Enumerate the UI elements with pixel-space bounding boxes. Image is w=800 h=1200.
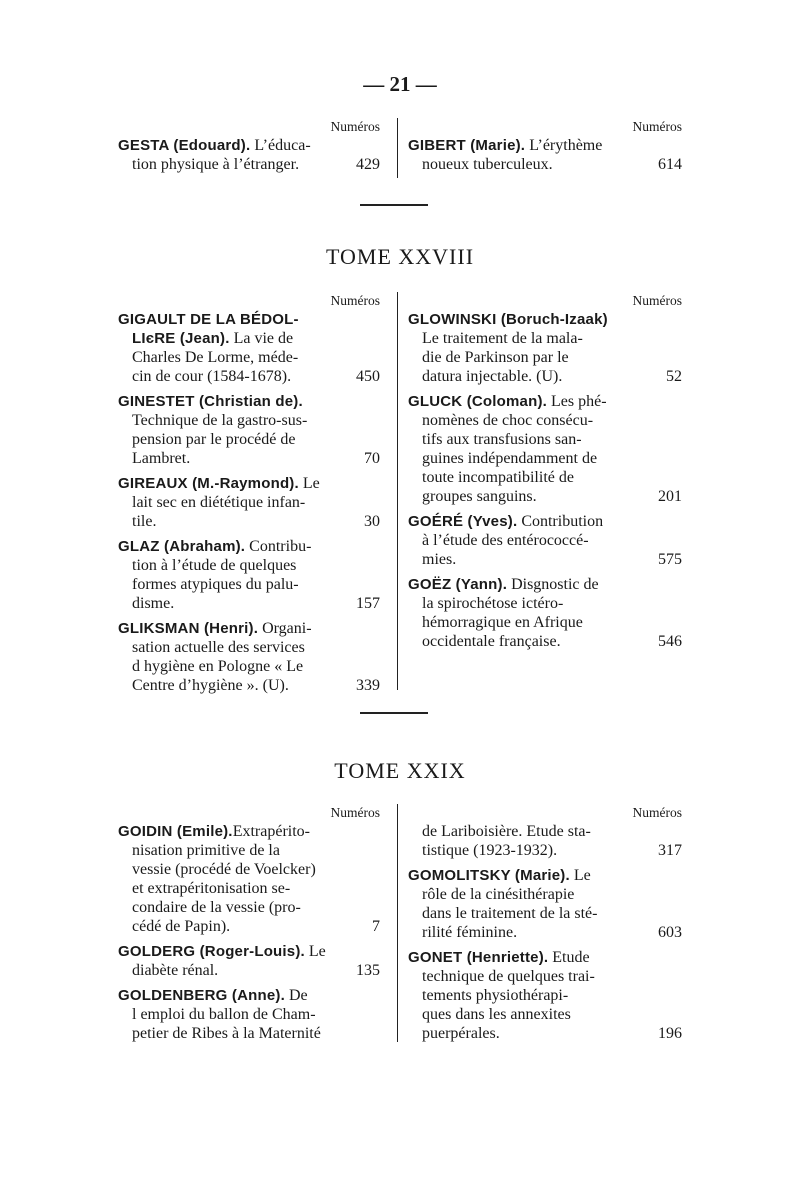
entry-number: 7 bbox=[372, 918, 380, 935]
top-right-column bbox=[408, 118, 682, 180]
entry-author: GESTA (Edouard). bbox=[118, 137, 251, 154]
tome-28-section bbox=[118, 292, 682, 692]
entry-author: GINESTET (Christian de). bbox=[118, 393, 303, 410]
index-entry: GINESTET (Christian de). Technique de la gastro-sus- pension par le procédé de Lambret. 70 bbox=[118, 393, 380, 467]
entry-number: 575 bbox=[658, 551, 682, 568]
entry-author: GOMOLITSKY (Marie). bbox=[408, 867, 570, 884]
entry-author: GOÉRÉ (Yves). bbox=[408, 513, 518, 530]
numeros-header: Numéros bbox=[632, 293, 682, 308]
index-entry: GOMOLITSKY (Marie). Le rôle de la cinésithérapie dans le traitement de la sté- rilité féminine. 603 bbox=[408, 867, 682, 941]
index-entry: GIGAULT DE LA BÉDOL- LIєRE (Jean). La vie de Charles De Lorme, méde- cin de cour (1584-1678). 450 bbox=[118, 311, 380, 385]
entry-number: 339 bbox=[356, 677, 380, 694]
index-entry: GLOWINSKI (Boruch-Izaak) Le traitement de la mala- die de Parkinson par le datura injectable. (U). 52 bbox=[408, 311, 682, 385]
index-entry-continuation: de Lariboisière. Etude sta- tistique (1923-1932). 317 bbox=[422, 823, 682, 859]
entry-number: 196 bbox=[658, 1025, 682, 1042]
index-entry: GIREAUX (M.-Raymond). Le lait sec en diététique infan- tile. 30 bbox=[118, 475, 380, 530]
entry-number: 429 bbox=[356, 156, 380, 173]
page-number: — 21 — bbox=[363, 72, 437, 96]
section-divider bbox=[360, 204, 428, 206]
index-entry: GESTA (Edouard). L’éduca- tion physique à l’étranger. 429 bbox=[118, 137, 380, 173]
tome-29-right-column bbox=[408, 804, 682, 1049]
entry-number: 157 bbox=[356, 595, 380, 612]
index-entry: GOIDIN (Emile).Extrapérito- nisation primitive de la vessie (procédé de Voelcker) et extrapéritonisation se- condaire de la vessie (pro- cédé de Papin). 7 bbox=[118, 823, 380, 935]
entry-author: GIGAULT DE LA BÉDOL- bbox=[118, 311, 299, 328]
index-entry: GIBERT (Marie). L’érythème noueux tuberculeux. 614 bbox=[408, 137, 682, 173]
entry-number: 30 bbox=[364, 513, 380, 530]
entry-author: GOLDENBERG (Anne). bbox=[118, 987, 285, 1004]
numeros-header: Numéros bbox=[330, 805, 380, 820]
entry-number: 52 bbox=[666, 368, 682, 385]
index-entry: GOÉRÉ (Yves). Contribution à l’étude des entérococcé- mies. 575 bbox=[408, 513, 682, 568]
top-left-column bbox=[118, 118, 380, 180]
numeros-header: Numéros bbox=[330, 293, 380, 308]
entry-author: GLAZ (Abraham). bbox=[118, 538, 246, 555]
entry-number: 135 bbox=[356, 962, 380, 979]
entry-number: 201 bbox=[658, 488, 682, 505]
index-entry: GOËZ (Yann). Disgnostic de la spirochétose ictéro- hémorragique en Afrique occidentale française. 546 bbox=[408, 576, 682, 650]
entry-number: 70 bbox=[364, 450, 380, 467]
index-entry: GLUCK (Coloman). Les phé- nomènes de choc consécu- tifs aux transfusions san- guines indépendamment de toute incompatibilité de groupes sanguins. 201 bbox=[408, 393, 682, 505]
entry-author: GLOWINSKI (Boruch-Izaak) bbox=[408, 311, 608, 328]
entry-number: 450 bbox=[356, 368, 380, 385]
entry-number: 614 bbox=[658, 156, 682, 173]
numeros-header: Numéros bbox=[330, 119, 380, 134]
entry-number: 603 bbox=[658, 924, 682, 941]
numeros-header: Numéros bbox=[632, 805, 682, 820]
section-divider bbox=[360, 712, 428, 714]
entry-author: GOLDERG (Roger-Louis). bbox=[118, 943, 305, 960]
index-entry: GOLDERG (Roger-Louis). Le diabète rénal. 135 bbox=[118, 943, 380, 979]
index-entry: GONET (Henriette). Etude technique de quelques trai- tements physiothérapi- ques dans les annexites puerpérales. 196 bbox=[408, 949, 682, 1042]
column-divider bbox=[397, 804, 398, 1042]
index-entry: GOLDENBERG (Anne). De l emploi du ballon de Cham- petier de Ribes à la Maternité bbox=[118, 987, 321, 1042]
entry-author: GIBERT (Marie). bbox=[408, 137, 526, 154]
tome-title: TOME XXIX bbox=[334, 758, 466, 783]
tome-28-left-column bbox=[118, 292, 380, 701]
numeros-header: Numéros bbox=[632, 119, 682, 134]
index-entry: GLAZ (Abraham). Contribu- tion à l’étude de quelques formes atypiques du palu- disme. 157 bbox=[118, 538, 380, 612]
top-section bbox=[118, 118, 682, 180]
entry-author: GOIDIN (Emile). bbox=[118, 823, 233, 840]
tome-title: TOME XXVIII bbox=[325, 244, 475, 269]
entry-author: GOËZ (Yann). bbox=[408, 576, 508, 593]
tome-29-section bbox=[118, 804, 682, 1044]
tome-29-left-column bbox=[118, 804, 380, 1049]
tome-28-right-column bbox=[408, 292, 682, 657]
index-entry: GLIKSMAN (Henri). Organi- sation actuelle des services d hygiène en Pologne « Le Centre d’hygiène ». (U). 339 bbox=[118, 620, 380, 694]
column-divider bbox=[397, 292, 398, 690]
column-divider bbox=[397, 118, 398, 178]
entry-number: 546 bbox=[658, 633, 682, 650]
entry-author: GONET (Henriette). bbox=[408, 949, 549, 966]
entry-author: GLIKSMAN (Henri). bbox=[118, 620, 259, 637]
entry-author: GLUCK (Coloman). bbox=[408, 393, 548, 410]
entry-number: 317 bbox=[658, 842, 682, 859]
entry-author: GIREAUX (M.-Raymond). bbox=[118, 475, 299, 492]
